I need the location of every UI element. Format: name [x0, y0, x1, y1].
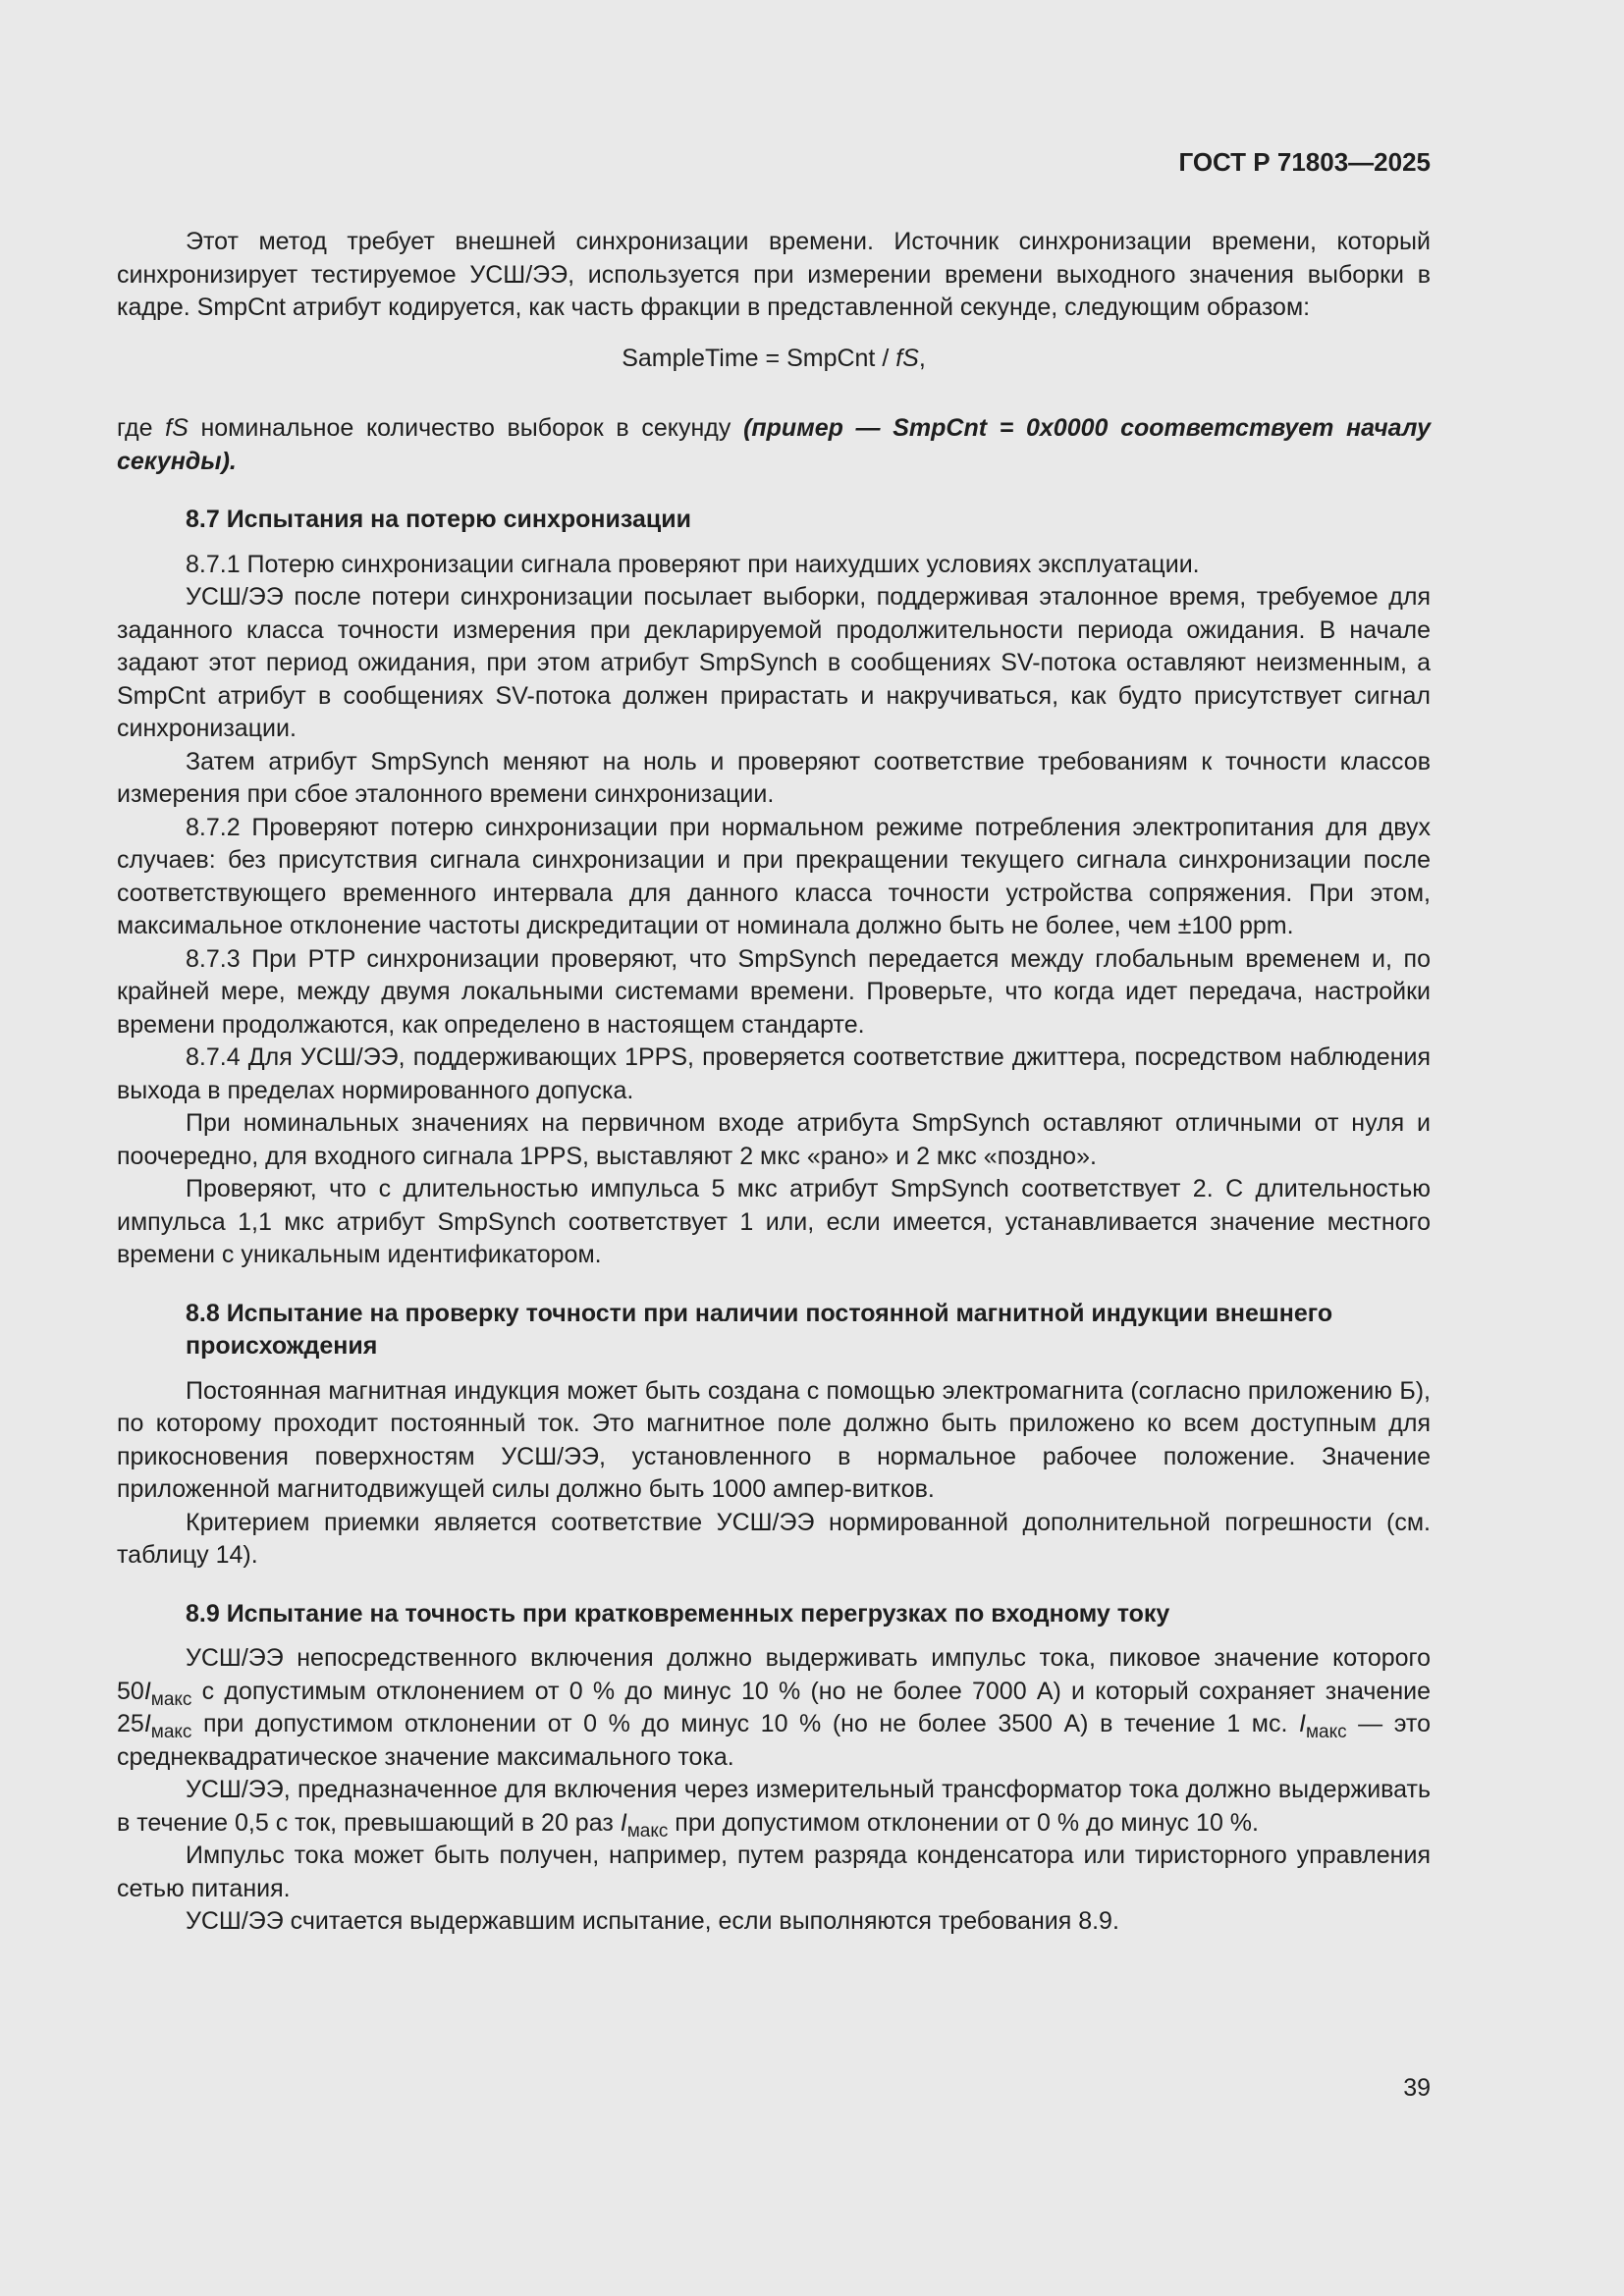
section-8-7-paragraph: УСШ/ЭЭ после потери синхронизации посылает выборки, поддерживая эталонное время, требуемое для заданного класса точности измерения при декларируемой продолжительности периода ожидания. В начале задают этот период ожидания, при этом атрибут SmpSynch в сообщениях SV-потока оставляют неизменным, а SmpCnt атрибут в сообщениях SV-потока должен прирастать и накручиваться, как будто присутствует сигнал синхронизации.	[117, 583, 1431, 742]
section-8-7-paragraph: 8.7.4 Для УСШ/ЭЭ, поддерживающих 1PPS, проверяется соответствие джиттера, посредством наблюдения выхода в пределах нормированного допуска.	[117, 1043, 1431, 1104]
formula-explanation	[117, 412, 1431, 478]
section-8-9-paragraph	[117, 1774, 1431, 1840]
formula	[117, 343, 1431, 376]
where-text: где	[117, 414, 166, 442]
document-header: ГОСТ Р 71803—2025	[1178, 147, 1431, 177]
section-8-8-paragraph: Критерием приемки является соответствие УСШ/ЭЭ нормированной дополнительной погрешности (см. таблицу 14).	[117, 1508, 1431, 1569]
section-8-7-paragraph: 8.7.2 Проверяют потерю синхронизации при нормальном режиме потребления электропитания для двух случаев: без присутствия сигнала синхронизации и при прекращении текущего сигнала синхронизации после соответствующего временного интервала для данного класса точности устройства сопряжения. При этом, максимальное отклонение частоты дискредитации от номинала должно быть не более, чем ±100 ppm.	[117, 813, 1431, 939]
section-8-7-paragraph: 8.7.3 При PTP синхронизации проверяют, что SmpSynch передается между глобальным временем и, по крайней мере, между двумя локальными системами времени. Проверьте, что когда идет передача, настройки времени продолжаются, как определено в настоящем стандарте.	[117, 944, 1431, 1039]
text: — это среднеквадратическое значение максимального тока.	[117, 1710, 1431, 1771]
symbol-i: I	[1298, 1710, 1306, 1737]
symbol-i: I	[620, 1808, 627, 1837]
text: при допустимом отклонении от 0 % до минус 10 % (но не более 3500 А) в течение 1 мс.	[191, 1710, 1299, 1737]
section-8-7-paragraph: Проверяют, что с длительностью импульса 5 мкс атрибут SmpSynch соответствует 2. С длительностью импульса 1,1 мкс атрибут SmpSynch соответствует 1 или, если имеется, устанавливается значение местного времени с уникальным идентификатором.	[117, 1175, 1431, 1268]
subscript: макс	[626, 1820, 669, 1842]
text: УСШ/ЭЭ непосредственного включения должно выдерживать импульс тока, пиковое значение которого 50	[117, 1644, 1431, 1705]
section-8-9-paragraph: УСШ/ЭЭ считается выдержавшим испытание, если выполняются требования 8.9.	[186, 1907, 1119, 1935]
where-text-mid: номинальное количество выборок в секунду	[188, 414, 744, 442]
text: при допустимом отклонении от 0 % до минус 10 %.	[668, 1808, 1259, 1837]
where-example: (пример — SmpCnt = 0x0000 соответствует началу секунды).	[117, 414, 1431, 475]
page-content	[117, 226, 1431, 1939]
section-8-8-title: 8.8 Испытание на проверку точности при наличии постоянной магнитной индукции внешнего происхождения	[186, 1299, 1333, 1360]
formula-punct: ,	[918, 344, 926, 372]
subscript: макс	[150, 1688, 192, 1710]
intro-paragraph: Этот метод требует внешней синхронизации времени. Источник синхронизации времени, который синхронизирует тестируемое УСШ/ЭЭ, используется при измерении времени выходного значения выборки в кадре. SmpCnt атрибут кодируется, как часть фракции в представленной секунде, следующим образом:	[117, 228, 1431, 321]
section-8-7-paragraph: Затем атрибут SmpSynch меняют на ноль и проверяют соответствие требованиям к точности классов измерения при сбое эталонного времени синхронизации.	[117, 747, 1431, 808]
symbol-i: I	[143, 1710, 151, 1737]
section-8-7-title: 8.7 Испытания на потерю синхронизации	[186, 506, 691, 533]
formula-text: SampleTime = SmpCnt /	[622, 344, 896, 372]
section-8-8-paragraph: Постоянная магнитная индукция может быть создана с помощью электромагнита (согласно приложению Б), по которому проходит постоянный ток. Это магнитное поле должно быть приложено ко всем доступным для прикосновения поверхностям УСШ/ЭЭ, установленного в нормальное рабочее положение. Значение приложенной магнитодвижущей силы должно быть 1000 ампер-витков.	[117, 1376, 1431, 1503]
section-8-9-paragraph: Импульс тока может быть получен, например, путем разряда конденсатора или тиристорного управления сетью питания.	[117, 1842, 1431, 1902]
text: с допустимым отклонением от 0 % до минус 10 % (но не более 7000 А) и который сохраняет значение 25	[117, 1677, 1431, 1737]
where-variable: fS	[165, 414, 189, 442]
symbol-i: I	[143, 1677, 151, 1705]
page-number: 39	[1403, 2074, 1431, 2102]
section-8-9-title: 8.9 Испытание на точность при кратковременных перегрузках по входному току	[186, 1599, 1170, 1628]
subscript: макс	[1305, 1722, 1347, 1742]
text: УСШ/ЭЭ, предназначенное для включения через измерительный трансформатор тока должно выдерживать в течение 0,5 с ток, превышающий в 20 раз	[117, 1776, 1431, 1837]
section-8-9-paragraph	[117, 1642, 1431, 1774]
section-8-7-paragraph: 8.7.1 Потерю синхронизации сигнала проверяют при наихудших условиях эксплуатации.	[186, 550, 1200, 578]
section-8-7-paragraph: При номинальных значениях на первичном входе атрибута SmpSynch оставляют отличными от нуля и поочередно, для входного сигнала 1PPS, выставляют 2 мкс «рано» и 2 мкс «поздно».	[117, 1109, 1431, 1170]
formula-variable: fS	[895, 344, 919, 372]
subscript: макс	[150, 1722, 192, 1742]
